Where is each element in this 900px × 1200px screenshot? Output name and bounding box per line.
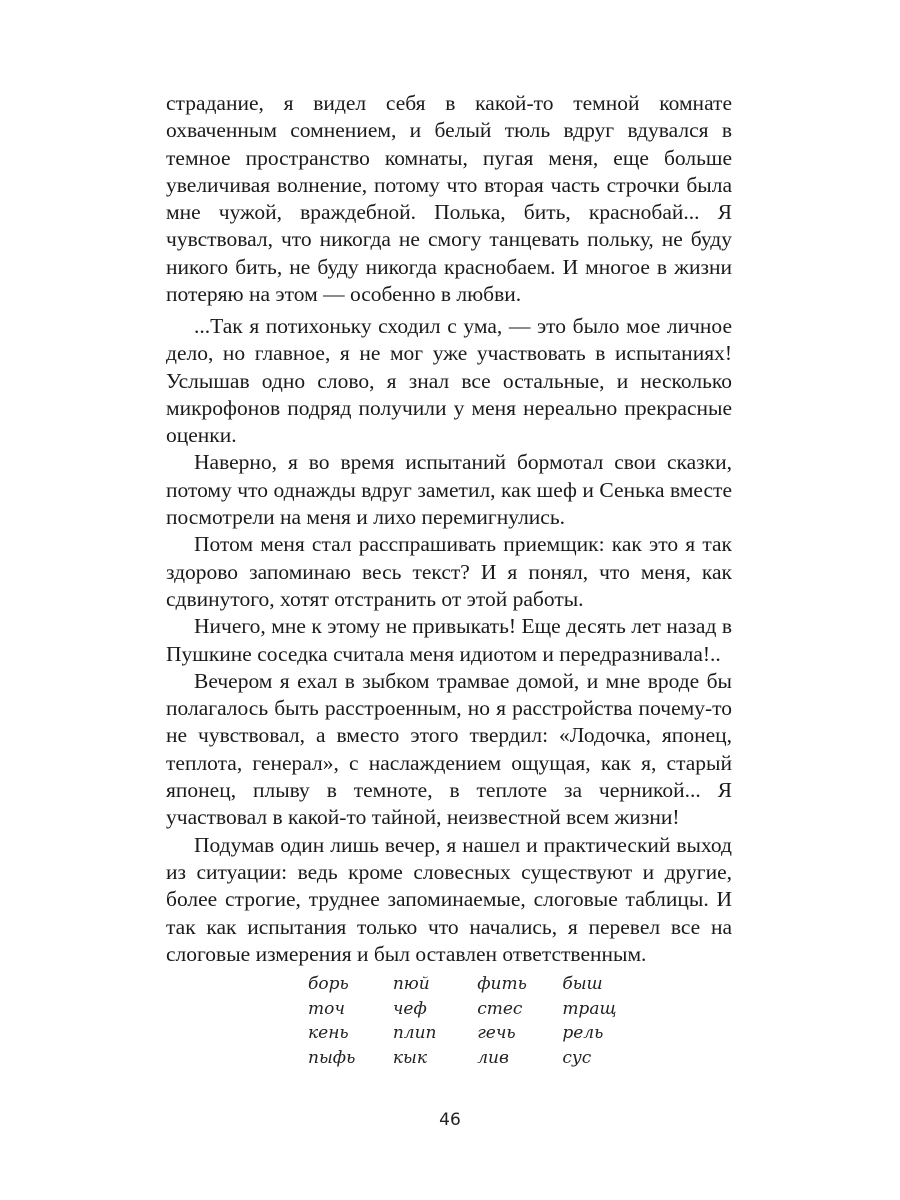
paragraph: Наверно, я во время испытаний бормотал свои сказки, потому что однажды вдруг заметил, как шеф и Сенька вместе посмотрели на меня и лихо перемигнулись. [166,450,732,530]
table-cell: рель [562,1023,604,1044]
paragraph: Потом меня стал расспрашивать приемщик: как это я так здорово запоминаю весь текст? И я понял, что меня, как сдвинутого, хотят отстранить от этой работы. [166,532,732,611]
paragraph: ...Так я потихоньку сходил с ума, — это было мое личное дело, но главное, я не мог уже участвовать в испытаниях! Услышав одно слово, я знал все остальные, и несколько микрофонов подряд получили у меня нереально прекрасные оценки. [166,314,732,448]
table-cell: кень [308,1023,349,1044]
table-cell: стес [477,998,523,1019]
paragraph: Ничего, мне к этому не привыкать! Еще десять лет назад в Пушкине соседка считала меня идиотом и передразнивала!.. [166,614,732,666]
table-cell: точ [308,998,345,1019]
table-row [308,1046,648,1071]
paragraph: Подумав один лишь вечер, я нашел и практический выход из ситуации: ведь кроме словесных существуют и другие, более строгие, труднее запоминаемые, слоговые таблицы. И так как испытания только что начались, я перевел все на слоговые измерения и был оставлен ответственным. [166,832,732,966]
table-cell: плип [392,1023,437,1044]
table-row [308,997,648,1022]
table-cell: пыфь [308,1047,356,1068]
table-row [308,972,648,997]
table-cell: гечь [477,1023,516,1044]
table-cell: лив [477,1047,509,1068]
text-block-main [166,313,732,968]
table-cell: кык [392,1047,427,1068]
table-cell: фить [477,974,527,995]
table-cell: борь [308,974,349,995]
paragraph: страдание, я видел себя в какой-то темной комнате охваченным сомнением, и белый тюль вдруг вдувался в темное пространство комнаты, пугая меня, еще больше увеличивая волнение, потому что вторая часть строчки была мне чужой, враждебной. Полька, бить, краснобай... Я чувствовал, что никогда не смогу танцевать польку, не буду никого бить, не буду никогда краснобаем. И многое в жизни потеряю на этом — особенно в любви. [166,91,732,307]
table-row [308,1021,648,1046]
text-block-top [166,90,732,308]
table-cell: быш [562,974,603,995]
table-cell: чеф [392,998,427,1019]
syllable-table [308,972,648,1070]
paragraph: Вечером я ехал в зыбком трамвае домой, и мне вроде бы полагалось быть расстроенным, но я расстройства почему-то не чувствовал, а вместо этого твердил: «Лодочка, японец, теплота, генерал», с наслаждением ощущая, как я, старый японец, плыву в темноте, в теплоте за черникой... Я участвовал в какой-то тайной, неизвестной всем жизни! [166,668,732,830]
page-number: 46 [439,1110,461,1130]
table-cell: тращ [562,998,617,1019]
table-cell: сус [562,1047,592,1068]
syllable-table-container [308,972,648,1070]
table-cell: пюй [392,974,430,995]
